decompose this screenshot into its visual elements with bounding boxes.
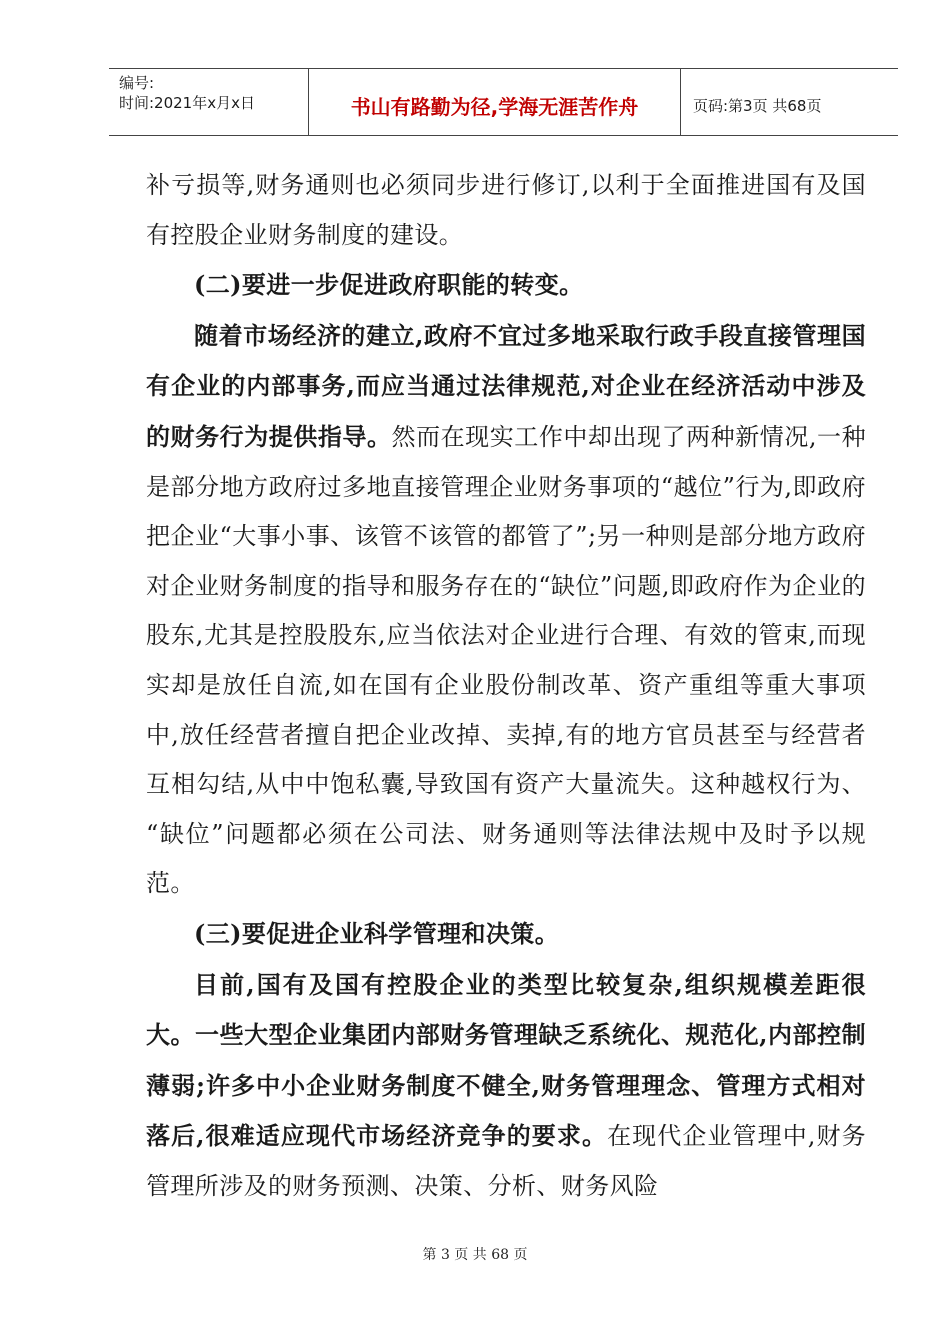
page-header [109, 68, 898, 136]
paragraph-1-text: 补亏损等,财务通则也必须同步进行修订,以利于全面推进国有及国有控股企业财务制度的建设。 [146, 171, 866, 249]
paragraph-3-text: 然而在现实工作中却出现了两种新情况,一种是部分地方政府过多地直接管理企业财务事项的“越位”行为,即政府把企业“大事小事、该管不该管的都管了”;另一种则是部分地方政府对企业财务制度的指导和服务存在的“缺位”问题,即政府作为企业的股东,尤其是控股股东,应当依法对企业进行合理、有效的管束,而现实却是放任自流,如在国有企业股份制改革、资产重组等重大事项中,放任经营者擅自把企业改掉、卖掉,有的地方官员甚至与经营者互相勾结,从中中饱私囊,导致国有资产大量流失。这种越权行为、 “缺位”问题都必须在公司法、财务通则等法律法规中及时予以规范。 [146, 422, 866, 898]
document-body [146, 160, 866, 1211]
section-heading-2-text: (二)要进一步促进政府职能的转变。 [194, 270, 584, 300]
section-heading-3-text: (三)要促进企业科学管理和决策。 [194, 918, 560, 948]
page-footer: 第 3 页 共 68 页 [422, 1247, 528, 1263]
section-heading-2 [146, 260, 866, 311]
header-meta [109, 69, 309, 135]
paragraph-3 [146, 311, 866, 909]
header-page-info: 页码:第3页 共68页 [693, 96, 822, 115]
paragraph-5 [146, 960, 866, 1212]
paragraph-1 [146, 160, 866, 260]
document-number-label: 编号: [119, 74, 155, 92]
section-heading-3 [146, 909, 866, 960]
header-motto: 书山有路勤为径,学海无涯苦作舟 [309, 69, 681, 135]
document-time: 时间:2021年x月x日 [119, 94, 255, 112]
paragraph-3-bold: 随着市场经济的建立,政府不宜过多地采取行政手段直接管理国有企业的内部事务,而应当通过法律规范,对企业在经济活动中涉及的财务行为提供指导。 [146, 320, 866, 451]
paragraph-5-bold: 目前,国有及国有控股企业的类型比较复杂,组织规模差距很大。一些大型企业集团内部财务管理缺乏系统化、规范化,内部控制薄弱;许多中小企业财务制度不健全,财务管理理念、管理方式相对落后,很难适应现代市场经济竞争的要求。 [146, 969, 866, 1151]
paragraph-5-text: 在现代企业管理中,财务管理所涉及的财务预测、决策、分析、财务风险 [146, 1122, 866, 1200]
